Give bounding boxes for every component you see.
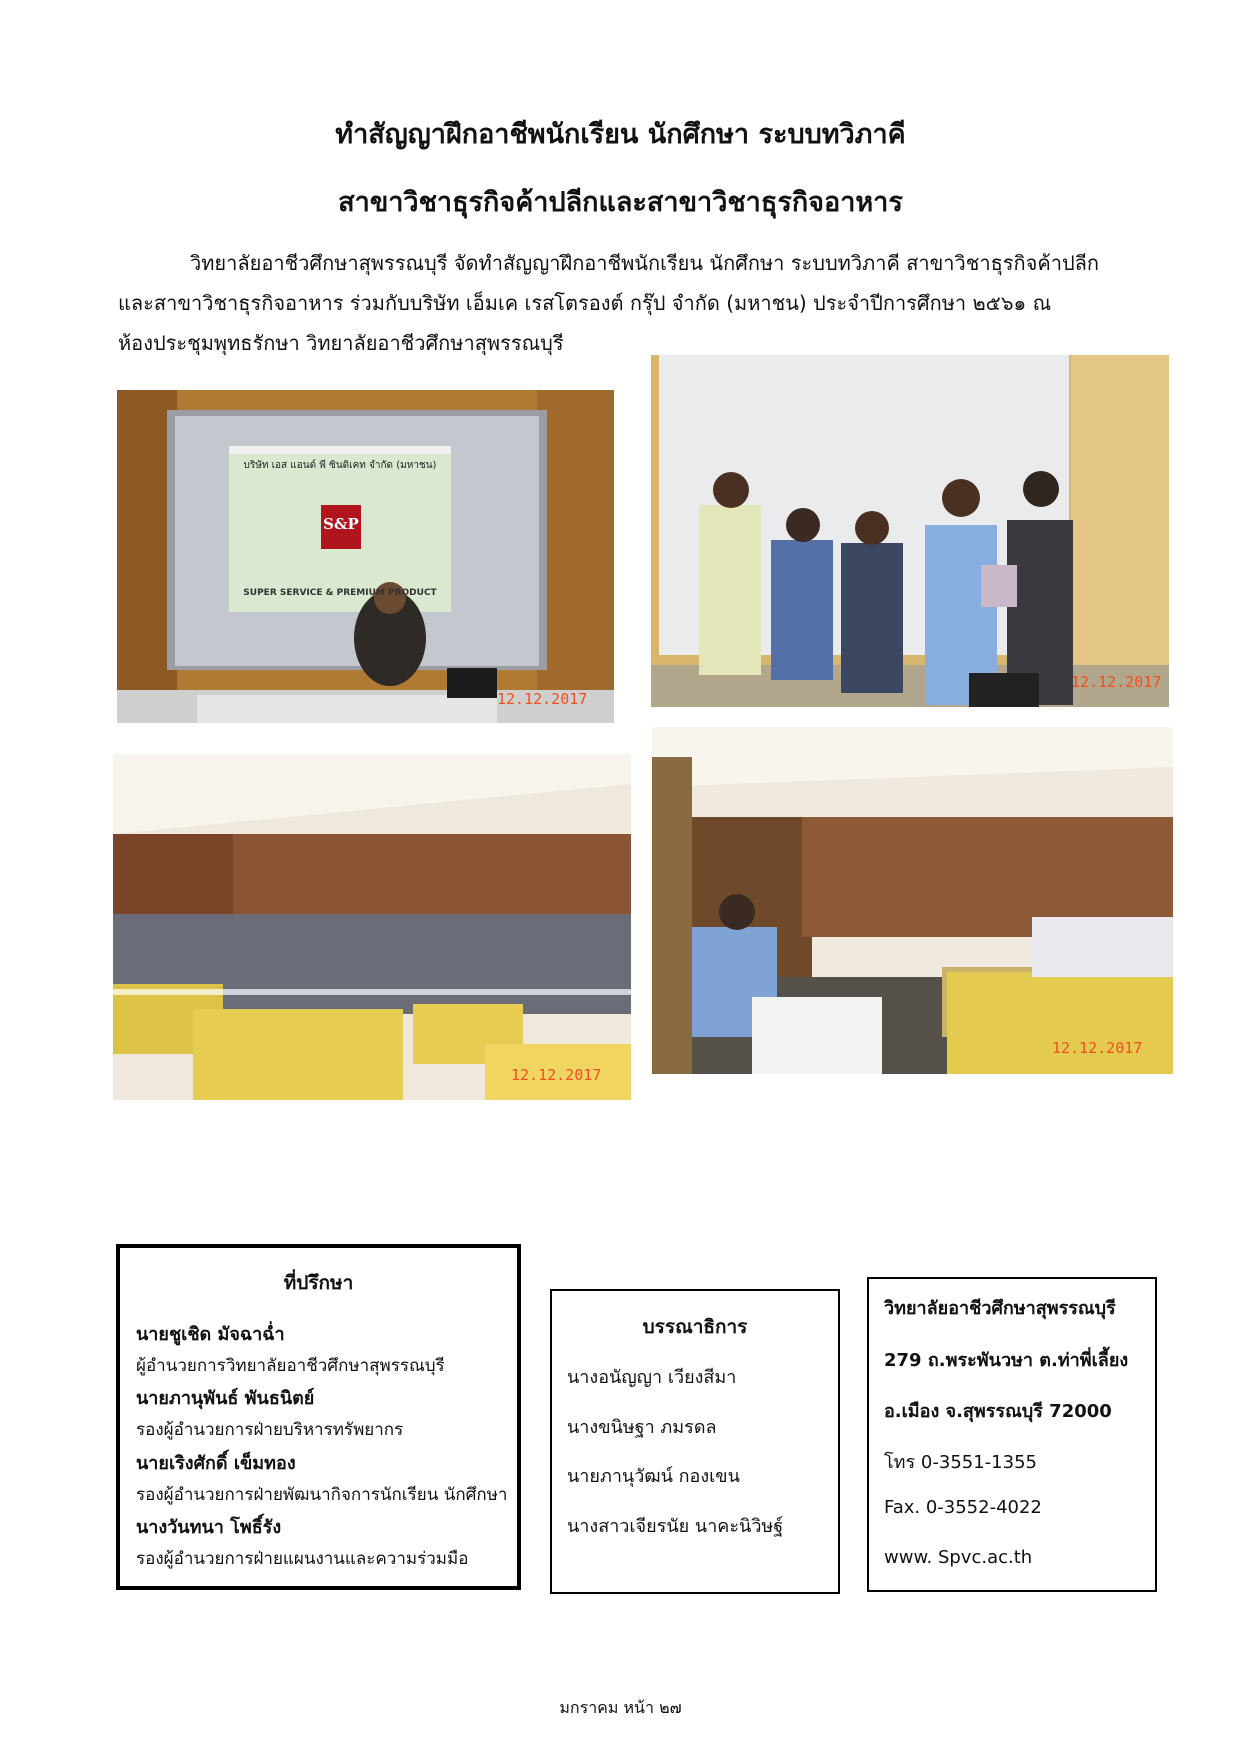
page-subtitle: สาขาวิชาธุรกิจค้าปลีกและสาขาวิชาธุรกิจอาหาร xyxy=(338,187,903,218)
paragraph-line-3: ห้องประชุมพุทธรักษา วิทยาลัยอาชีวศึกษาสุพรรณบุรี xyxy=(118,331,564,355)
advisor-name: นางวันทนา โพธิ์รัง xyxy=(136,1517,282,1538)
photo-group xyxy=(651,355,1169,707)
paragraph-line-2: และสาขาวิชาธุรกิจอาหาร ร่วมกับบริษัท เอ็มเค เรสโตรองต์ กรุ๊ป จำกัด (มหาชน) ประจำปีการศึกษา ๒๕๖๑ ณ xyxy=(118,291,1052,315)
editors-box xyxy=(550,1289,840,1594)
advisor-role: รองผู้อำนวยการฝ่ายแผนงานและความร่วมมือ xyxy=(136,1549,469,1569)
address-line: อ.เมือง จ.สุพรรณบุรี 72000 xyxy=(884,1401,1112,1422)
date-stamp: 12.12.2017 xyxy=(1052,1039,1143,1057)
page-footer: มกราคม หน้า ๒๗ xyxy=(559,1698,682,1717)
editor-name: นางสาวเจียรนัย นาคะนิวิษฐ์ xyxy=(567,1516,784,1537)
advisor-name: นายเริงศักดิ์ เข็มทอง xyxy=(136,1453,296,1474)
contact-box xyxy=(867,1277,1157,1592)
advisor-name: นายชูเชิด มัจฉาฉ่ำ xyxy=(136,1324,285,1345)
advisor-role: ผู้อำนวยการวิทยาลัยอาชีวศึกษาสุพรรณบุรี xyxy=(136,1356,445,1376)
date-stamp: 12.12.2017 xyxy=(511,1066,602,1084)
slide-footer: SUPER SERVICE & PREMIUM PRODUCT xyxy=(243,588,437,598)
address-line: 279 ถ.พระพันวษา ต.ท่าพี่เลี้ยง xyxy=(884,1350,1129,1371)
college-name: วิทยาลัยอาชีวศึกษาสุพรรณบุรี xyxy=(884,1298,1116,1319)
fax-line: Fax. 0-3552-4022 xyxy=(884,1497,1042,1518)
editors-heading: บรรณาธิการ xyxy=(642,1316,748,1338)
advisors-box xyxy=(116,1244,521,1590)
advisors-heading: ที่ปรึกษา xyxy=(283,1272,354,1294)
date-stamp: 12.12.2017 xyxy=(497,690,588,708)
advisor-role: รองผู้อำนวยการฝ่ายบริหารทรัพยากร xyxy=(136,1420,404,1440)
advisor-role: รองผู้อำนวยการฝ่ายพัฒนากิจการนักเรียน นักศึกษา xyxy=(136,1485,508,1505)
photo-meeting-room xyxy=(652,727,1173,1074)
photo-audience xyxy=(113,754,631,1100)
photo-presentation xyxy=(117,390,614,723)
phone-line: โทร 0-3551-1355 xyxy=(884,1452,1037,1473)
paragraph-line-1: วิทยาลัยอาชีวศึกษาสุพรรณบุรี จัดทำสัญญาฝึกอาชีพนักเรียน นักศึกษา ระบบทวิภาคี สาขาวิชาธุรกิจค้าปลีก xyxy=(190,251,1100,275)
advisor-name: นายภานุพันธ์ พันธนิตย์ xyxy=(136,1388,315,1409)
website-line: www. Spvc.ac.th xyxy=(884,1547,1033,1568)
slide-header: บริษัท เอส แอนด์ พี ซินดิเคท จำกัด (มหาชน) xyxy=(243,460,437,471)
slide-logo: S&P xyxy=(323,515,359,533)
page-title: ทำสัญญาฝึกอาชีพนักเรียน นักศึกษา ระบบทวิภาคี xyxy=(335,119,906,150)
date-stamp: 12.12.2017 xyxy=(1071,673,1162,691)
editor-name: นางขนิษฐา ภมรดล xyxy=(567,1417,717,1438)
editor-name: นายภานุวัฒน์ กองเขน xyxy=(567,1466,740,1487)
editor-name: นางอนัญญา เวียงสีมา xyxy=(567,1367,737,1388)
